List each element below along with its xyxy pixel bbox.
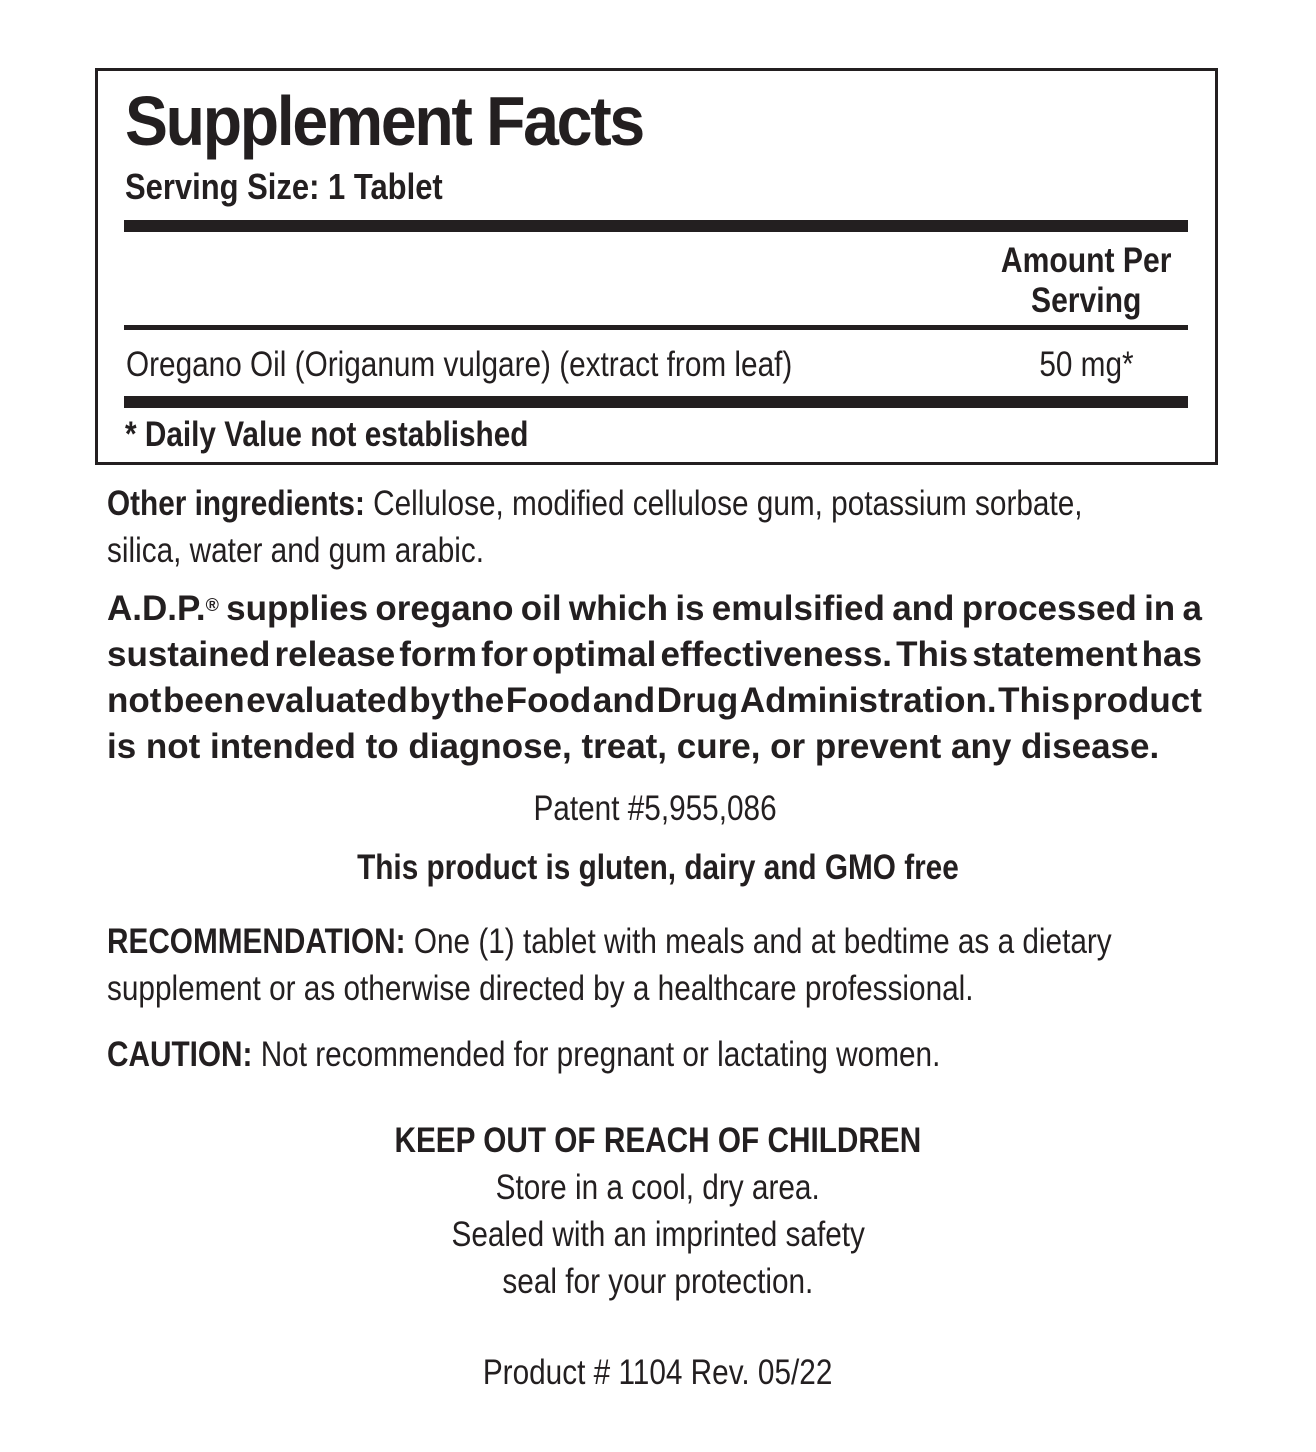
ingredient-amount: [986, 345, 1186, 385]
thick-divider: [124, 220, 1188, 232]
ingredient-amount-value: 50 mg*: [1038, 345, 1134, 384]
allergen-free-statement: [0, 845, 1316, 891]
adp-brand-text: A.D.P.: [107, 589, 206, 628]
adp-word: oil: [520, 589, 562, 628]
adp-word: optimal: [531, 635, 657, 674]
adp-word: has: [1141, 635, 1202, 674]
recommendation-text-line2: supplement or as otherwise directed by a healthcare professional.: [107, 969, 974, 1008]
adp-word: form: [399, 635, 478, 674]
storage-line-1: [0, 1165, 1316, 1211]
storage-line-2-text: Sealed with an imprinted safety: [451, 1215, 865, 1254]
storage-line-1-text: Store in a cool, dry area.: [495, 1168, 821, 1207]
adp-word: product: [1071, 681, 1202, 720]
adp-word: effectiveness.: [660, 635, 893, 674]
thin-divider: [124, 325, 1188, 330]
supplement-facts-panel: [95, 68, 1218, 465]
caution: [107, 1031, 940, 1078]
adp-brand: [107, 586, 219, 632]
adp-line-4: [107, 724, 1202, 770]
daily-value-note: * Daily Value not established: [125, 415, 529, 454]
adp-word: been: [162, 681, 245, 720]
panel-title: Supplement Facts: [125, 82, 643, 160]
adp-word: and: [592, 681, 656, 720]
allergen-free-text: This product is gluten, dairy and GMO free: [357, 848, 959, 887]
patent-number: [0, 786, 1313, 832]
adp-word: is: [675, 589, 705, 628]
adp-word: for: [481, 635, 528, 674]
adp-word: which: [568, 589, 669, 628]
other-ingredients-label: Other ingredients:: [107, 484, 365, 523]
storage-line-2: [0, 1212, 1316, 1258]
adp-word: not: [107, 681, 162, 720]
adp-word: This: [998, 681, 1071, 720]
ingredient-name: Oregano Oil (Origanum vulgare) (extract from leaf): [126, 345, 793, 384]
adp-word: processed: [961, 589, 1137, 628]
serving-size: Serving Size: 1 Tablet: [125, 166, 443, 207]
adp-word: This: [896, 635, 969, 674]
caution-text: Not recommended for pregnant or lactating women.: [252, 1035, 941, 1074]
keep-out-of-reach-text: KEEP OUT OF REACH OF CHILDREN: [394, 1121, 922, 1160]
adp-word: and: [892, 589, 955, 628]
adp-word: oregano: [375, 589, 514, 628]
recommendation-label: RECOMMENDATION:: [107, 922, 406, 961]
adp-word: a: [1182, 589, 1202, 628]
product-number-text: Product # 1104 Rev. 05/22: [483, 1353, 833, 1392]
other-ingredients-text-line2: silica, water and gum arabic.: [107, 531, 485, 570]
adp-word: emulsified: [711, 589, 885, 628]
product-number: [0, 1350, 1316, 1396]
adp-line-4-text: is not intended to diagnose, treat, cure, or prevent any disease.: [107, 727, 1160, 766]
adp-line-2: [107, 632, 1202, 678]
storage-line-3-text: seal for your protection.: [502, 1262, 814, 1301]
adp-word: supplies: [226, 589, 369, 628]
adp-word: Food: [505, 681, 592, 720]
adp-word: statement: [972, 635, 1138, 674]
bottom-thick-divider: [124, 396, 1188, 408]
caution-label: CAUTION:: [107, 1035, 253, 1074]
storage-line-3: [0, 1259, 1316, 1305]
adp-word: Administration.: [739, 681, 997, 720]
adp-statement: [107, 586, 1202, 770]
patent-text: Patent #5,955,086: [533, 789, 777, 828]
recommendation-text-line1: One (1) tablet with meals and at bedtime as a dietary: [405, 922, 1112, 961]
adp-word: the: [451, 681, 505, 720]
adp-word: in: [1144, 589, 1176, 628]
other-ingredients-text-line1: Cellulose, modified cellulose gum, potassium sorbate,: [364, 484, 1083, 523]
amount-per-serving-header: [986, 241, 1186, 321]
adp-word: by: [409, 681, 451, 720]
amount-header-line2: Serving: [1030, 281, 1142, 320]
adp-line-3: [107, 678, 1202, 724]
amount-header-line1: Amount Per: [1000, 241, 1172, 280]
other-ingredients: [107, 480, 1083, 574]
keep-out-of-reach-warning: [0, 1118, 1316, 1164]
adp-word: Drug: [656, 681, 739, 720]
adp-word: sustained: [107, 635, 271, 674]
adp-word: evaluated: [246, 681, 408, 720]
adp-word: release: [274, 635, 396, 674]
adp-line-1: [107, 586, 1202, 632]
registered-mark: ®: [205, 595, 219, 615]
recommendation: [107, 918, 1112, 1012]
